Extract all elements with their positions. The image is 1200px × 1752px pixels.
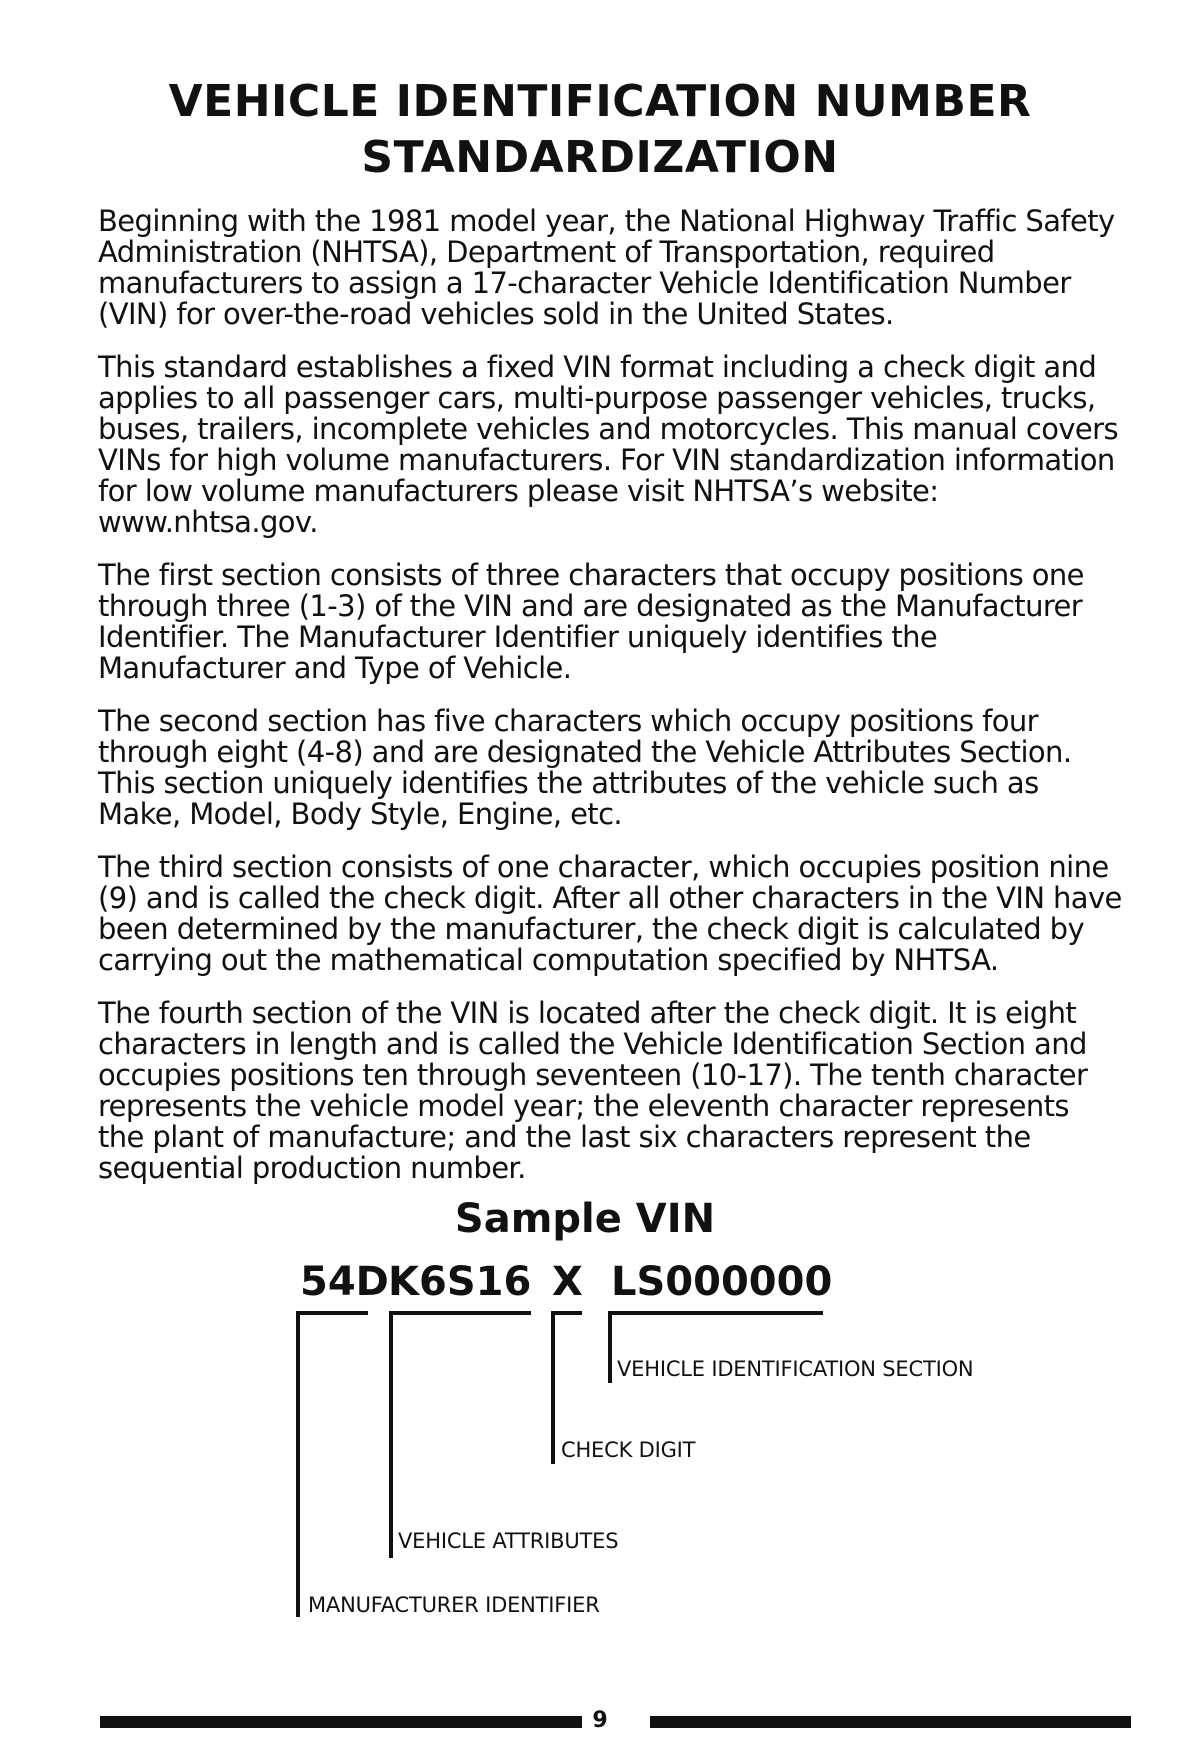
label-check-digit: CHECK DIGIT [561, 1438, 696, 1462]
paragraph-third-section: The third section consists of one character, which occupies position nine (9) and is called the check digit. After all other characters in the VIN have been determined by the manufacturer, the check digit is calculated by carrying out the mathematical computation specified by NHTSA. [98, 850, 1122, 977]
footer-rule-right [650, 1716, 1131, 1728]
paragraph-intro: Beginning with the 1981 model year, the National Highway Traffic Safety Administration (NHTSA), Department of Transportation, required manufacturers to assign a 17-character Vehicle Identification Number (VIN) for over-the-road vehicles sold in the United States. [98, 204, 1115, 331]
bracket-manufacturer-top [296, 1311, 368, 1315]
body-text [98, 206, 1123, 1206]
vin-segment-manufacturer: 54D [300, 1259, 389, 1305]
vin-segment-attributes: K6S16 [388, 1259, 532, 1305]
label-vehicle-identification-section: VEHICLE IDENTIFICATION SECTION [617, 1357, 974, 1381]
footer-rule-left [100, 1716, 582, 1728]
page-title-line-1: VEHICLE IDENTIFICATION NUMBER [168, 76, 1032, 127]
bracket-manufacturer-side [296, 1311, 300, 1617]
label-vehicle-attributes: VEHICLE ATTRIBUTES [398, 1529, 619, 1553]
paragraph-fourth-section: The fourth section of the VIN is located after the check digit. It is eight characters in length and is called the Vehicle Identification Section and occupies positions ten through seventeen (10-17). The tenth character represents the vehicle model year; the eleventh character represents the plant of manufacture; and the last six characters represent the sequential production number. [98, 996, 1088, 1185]
paragraph-first-section: The first section consists of three characters that occupy positions one through three (1-3) of the VIN and are designated as the Manufacturer Identifier. The Manufacturer Identifier uniquely identifies the Manufacturer and Type of Vehicle. [98, 558, 1084, 685]
page-number: 9 [592, 1708, 608, 1733]
vin-segment-check-digit: X [552, 1259, 583, 1305]
bracket-attributes-side [389, 1311, 393, 1558]
sample-vin-title: Sample VIN [454, 1196, 716, 1242]
bracket-attributes-top [389, 1311, 531, 1315]
paragraph-standard: This standard establishes a fixed VIN format including a check digit and applies to all passenger cars, multi-purpose passenger vehicles, trucks, buses, trailers, incomplete vehicles and motorcycles. This manual covers VINs for high volume manufacturers. For VIN standardization information for low volume manufacturers please visit NHTSA’s website: www.nhtsa.gov. [98, 350, 1118, 539]
bracket-check-digit-side [551, 1311, 555, 1464]
page-title [100, 74, 1100, 186]
paragraph-second-section: The second section has five characters which occupy positions four through eight (4-8) and are designated the Vehicle Attributes Section. This section uniquely identifies the attributes of the vehicle such as Make, Model, Body Style, Engine, etc. [98, 704, 1072, 831]
page-title-line-2: STANDARDIZATION [361, 132, 839, 183]
bracket-identification-side [608, 1311, 612, 1383]
bracket-identification-top [608, 1311, 823, 1315]
vin-segment-identification: LS000000 [611, 1259, 833, 1305]
label-manufacturer-identifier: MANUFACTURER IDENTIFIER [308, 1593, 600, 1617]
bracket-check-digit-top [551, 1311, 582, 1315]
